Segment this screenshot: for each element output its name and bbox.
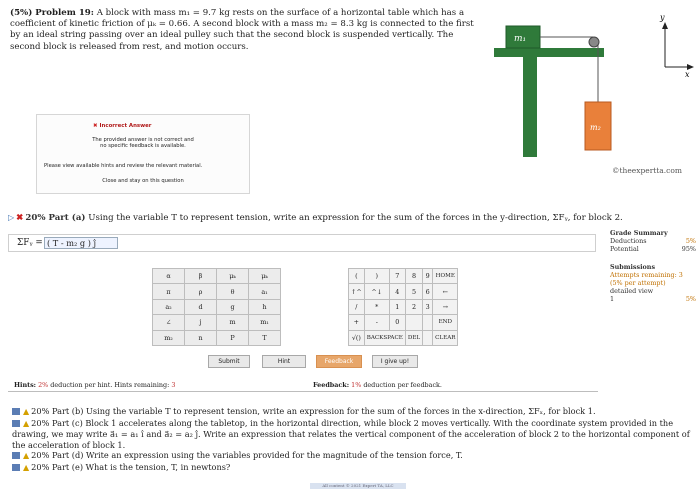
- key[interactable]: [423, 330, 433, 345]
- key[interactable]: √(): [349, 330, 365, 345]
- key[interactable]: 3: [423, 299, 433, 314]
- key[interactable]: μₖ: [249, 269, 281, 284]
- part-a-header: [8, 213, 623, 223]
- part-b[interactable]: ▲ 20% Part (b) Using the variable T to represent tension, write an expression for the sum of the forces in the x-direction, ΣFₓ, for block 1.: [12, 406, 698, 418]
- key[interactable]: 1: [389, 299, 405, 314]
- key[interactable]: ↑^: [349, 284, 365, 299]
- home-key[interactable]: HOME: [433, 269, 458, 284]
- incorrect-answer-box: [36, 114, 250, 194]
- key[interactable]: 4: [389, 284, 405, 299]
- key[interactable]: -: [364, 315, 389, 330]
- part-d[interactable]: ▲ 20% Part (d) Write an expression using the variables provided for the magnitude of the tension force, T.: [12, 450, 698, 462]
- warning-icon: ▲: [23, 462, 30, 472]
- per-attempt: (5% per attempt): [610, 279, 666, 287]
- numeric-keypad: [348, 268, 458, 346]
- pulley: [589, 37, 599, 47]
- key[interactable]: h: [249, 299, 281, 314]
- key[interactable]: m₂: [153, 330, 185, 345]
- block-1-label: m₁: [514, 34, 527, 44]
- key[interactable]: π: [153, 284, 185, 299]
- key[interactable]: P: [217, 330, 249, 345]
- answer-lhs: ΣFᵧ =: [17, 238, 43, 248]
- key[interactable]: m: [217, 315, 249, 330]
- key[interactable]: +: [349, 315, 365, 330]
- key[interactable]: β: [185, 269, 217, 284]
- incorrect-x-icon: ✖: [16, 213, 24, 223]
- answer-row: [8, 234, 596, 252]
- key[interactable]: a₂: [153, 299, 185, 314]
- footer-copyright: All content © 2021 Expert TA, LLC: [310, 483, 406, 489]
- warning-icon: ▲: [23, 407, 30, 416]
- grade-summary-title: Grade Summary: [610, 229, 668, 237]
- pencil-icon: [12, 452, 20, 459]
- key[interactable]: n: [185, 330, 217, 345]
- divider: [8, 391, 598, 392]
- del-key[interactable]: DEL: [405, 330, 422, 345]
- key[interactable]: 9: [423, 269, 433, 284]
- warning-icon: ▲: [23, 451, 30, 460]
- key[interactable]: ρ: [185, 284, 217, 299]
- key[interactable]: [405, 315, 422, 330]
- y-axis-arrow: [662, 22, 668, 29]
- key[interactable]: 0: [389, 315, 405, 330]
- block-2-label: m₂: [590, 123, 601, 132]
- submissions-title: Submissions: [610, 263, 656, 271]
- key[interactable]: 2: [405, 299, 422, 314]
- part-e[interactable]: ▲ 20% Part (e) What is the tension, T, in newtons?: [12, 462, 698, 474]
- key[interactable]: m₁: [249, 315, 281, 330]
- key[interactable]: *: [364, 299, 389, 314]
- table-pulley-diagram: [490, 4, 695, 164]
- answer-input[interactable]: ( T - m₂ g ) ĵ: [44, 237, 118, 249]
- table-top: [494, 48, 604, 57]
- key[interactable]: [423, 315, 433, 330]
- give-up-button[interactable]: I give up!: [372, 355, 418, 368]
- problem-statement: [10, 8, 480, 53]
- key[interactable]: (: [349, 269, 365, 284]
- left-arrow-key[interactable]: ←: [433, 284, 458, 299]
- feedback-info: Feedback: 1% deduction per feedback.: [313, 381, 442, 389]
- key[interactable]: /: [349, 299, 365, 314]
- watermark: ©theexpertta.com: [612, 166, 682, 175]
- pencil-icon: [12, 408, 20, 415]
- key[interactable]: 6: [423, 284, 433, 299]
- close-and-stay-link[interactable]: Close and stay on this question: [102, 178, 184, 184]
- backspace-key[interactable]: BACKSPACE: [364, 330, 405, 345]
- collapse-triangle-icon[interactable]: ▷: [8, 213, 15, 222]
- variable-keys: [152, 268, 281, 346]
- warning-icon: ▲: [23, 418, 30, 428]
- key[interactable]: θ: [217, 284, 249, 299]
- hint-suggestion: Please view available hints and review the relevant material.: [44, 163, 203, 169]
- key[interactable]: g: [217, 299, 249, 314]
- key[interactable]: ): [364, 269, 389, 284]
- key[interactable]: μₖ: [217, 269, 249, 284]
- clear-key[interactable]: CLEAR: [433, 330, 458, 345]
- key[interactable]: j: [185, 315, 217, 330]
- key[interactable]: ^↓: [364, 284, 389, 299]
- detailed-view-link[interactable]: detailed view: [610, 287, 654, 295]
- key[interactable]: 5: [405, 284, 422, 299]
- x-axis-label: x: [685, 70, 690, 79]
- right-arrow-key[interactable]: →: [433, 299, 458, 314]
- y-axis-label: y: [660, 13, 665, 22]
- problem-label: (5%) Problem 19:: [10, 8, 94, 18]
- key[interactable]: T: [249, 330, 281, 345]
- symbol-keypad: [152, 268, 478, 346]
- key[interactable]: a₁: [249, 284, 281, 299]
- problem-figure: [490, 4, 695, 164]
- key[interactable]: 8: [405, 269, 422, 284]
- grade-summary: Grade Summary Deductions 5% Potential 95% Submissions Attempts remaining: 3 (5% per attempt) detailed view 1 5%: [610, 229, 696, 303]
- pencil-icon: [12, 420, 20, 427]
- submit-button[interactable]: Submit: [208, 355, 250, 368]
- x-icon: ✖: [93, 123, 98, 129]
- attempts-remaining: Attempts remaining: 3: [610, 271, 683, 279]
- part-a-percent: 20% Part (a): [25, 213, 86, 223]
- hint-button[interactable]: Hint: [262, 355, 306, 368]
- key[interactable]: α: [153, 269, 185, 284]
- key[interactable]: ∠: [153, 315, 185, 330]
- incorrect-message: The provided answer is not correct and no specific feedback is available.: [92, 137, 194, 150]
- end-key[interactable]: END: [433, 315, 458, 330]
- incorrect-title: ✖ Incorrect Answer: [93, 123, 152, 129]
- hints-info: Hints: 2% deduction per hint. Hints remaining: 3: [14, 381, 176, 389]
- part-a-text: Using the variable T to represent tension, write an expression for the sum of the forces in the y-direction, ΣFᵧ, for block 2.: [88, 213, 623, 223]
- table-leg: [523, 57, 537, 157]
- feedback-button[interactable]: Feedback: [316, 355, 362, 368]
- problem-text: A block with mass m₁ = 9.7 kg rests on the surface of a horizontal table which has a coefficient of kinetic friction of μₖ = 0.66. A second block with a mass m₂ = 8.3 kg is connected to the first by an ideal string passing over an ideal pulley such that the second block is suspended vertically. The second block is released from rest, and motion occurs.: [10, 8, 474, 52]
- key[interactable]: 7: [389, 269, 405, 284]
- other-parts-list: [12, 406, 698, 473]
- key[interactable]: d: [185, 299, 217, 314]
- part-c[interactable]: ▲ 20% Part (c) Block 1 accelerates along the tabletop, in the horizontal direction, while block 2 moves vertically. With the coordinate system provided in the drawing, we may write a⃗₁ = a₁ î and a⃗₂ = a₂ ĵ. Write an expression that relates the vertical component of the acceleration of block 2 to the horizontal component of the acceleration of block 1.: [12, 417, 690, 450]
- pencil-icon: [12, 464, 20, 471]
